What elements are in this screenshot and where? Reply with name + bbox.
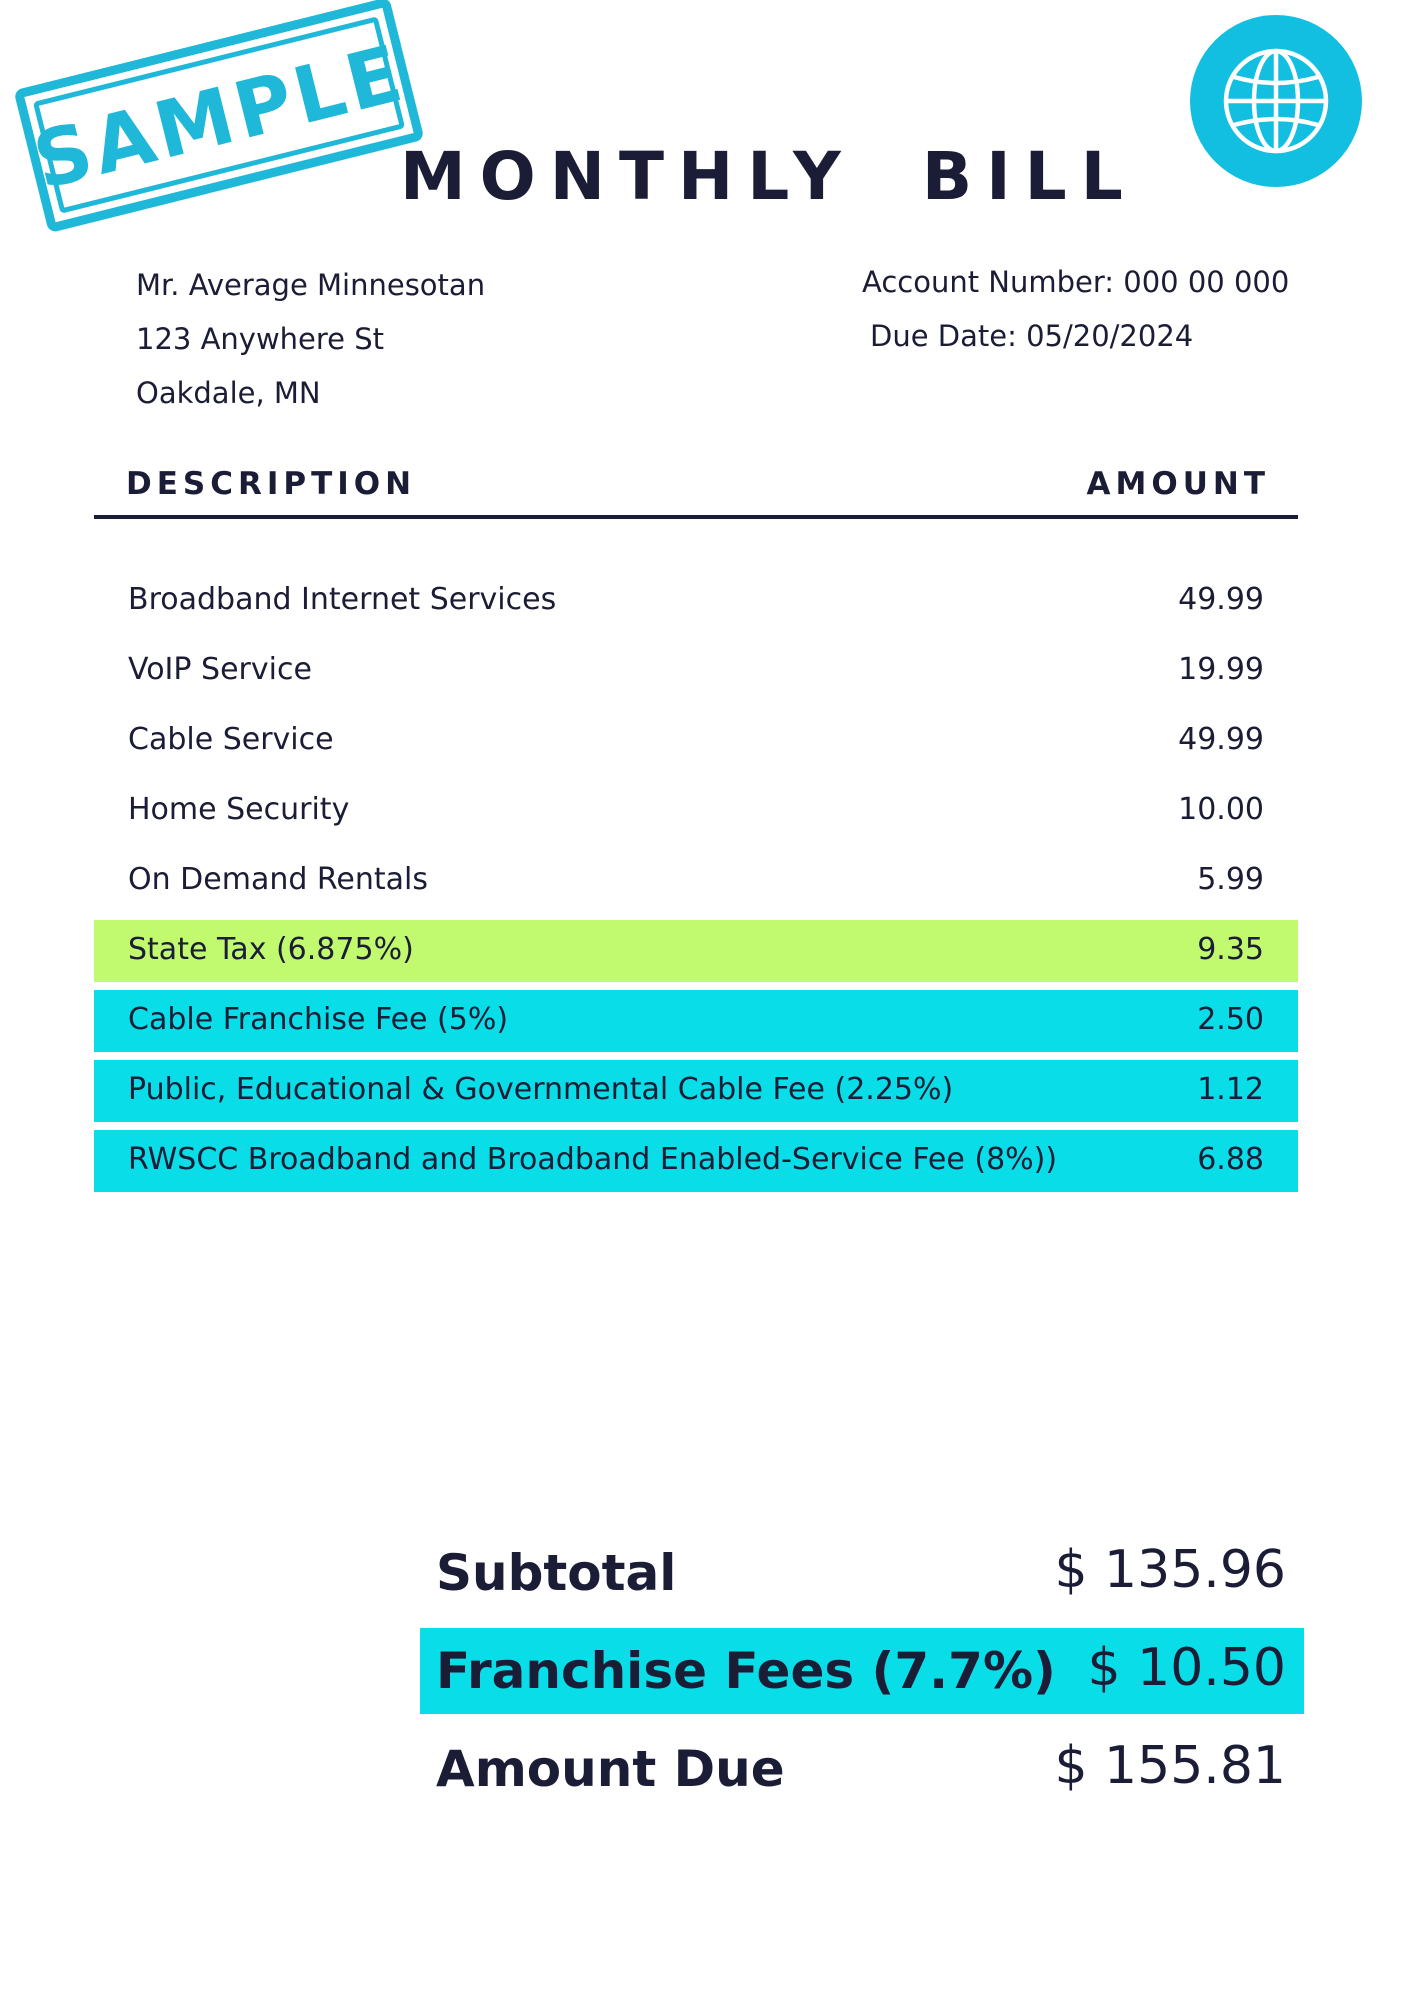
globe-icon (1190, 15, 1362, 187)
line-item-amount: 1.12 (1197, 1072, 1264, 1107)
line-item-rwscc-fee (94, 1130, 1298, 1192)
line-item-description: VoIP Service (128, 652, 312, 687)
amount-header: AMOUNT (1086, 466, 1270, 502)
line-item-on-demand (94, 850, 1298, 912)
account-info (862, 255, 1289, 363)
line-item-amount: 10.00 (1178, 792, 1264, 827)
line-item-broadband (94, 570, 1298, 632)
line-item-description: On Demand Rentals (128, 862, 428, 897)
franchise-fees-label: Franchise Fees (7.7%) (436, 1642, 1056, 1700)
header-divider (94, 515, 1298, 519)
customer-address (136, 258, 485, 420)
stamp-text: SAMPLE (25, 28, 415, 208)
page-title: MONTHLY BILL (400, 138, 1137, 215)
line-item-amount: 19.99 (1178, 652, 1264, 687)
line-item-voip (94, 640, 1298, 702)
sample-stamp (12, 0, 427, 235)
line-item-amount: 5.99 (1197, 862, 1264, 897)
franchise-fees-row (420, 1628, 1304, 1714)
line-item-description: Broadband Internet Services (128, 582, 557, 617)
amount-due-row (420, 1726, 1304, 1812)
line-item-description: State Tax (6.875%) (128, 932, 414, 967)
subtotal-row (420, 1530, 1304, 1616)
line-item-amount: 2.50 (1197, 1002, 1264, 1037)
line-item-amount: 6.88 (1197, 1142, 1264, 1177)
line-item-description: RWSCC Broadband and Broadband Enabled-Service Fee (8%)) (128, 1142, 1058, 1177)
customer-city: Oakdale, MN (136, 376, 321, 410)
amount-due-value: $ 155.81 (1054, 1736, 1286, 1796)
line-item-description: Public, Educational & Governmental Cable Fee (2.25%) (128, 1072, 954, 1107)
customer-street: 123 Anywhere St (136, 322, 385, 356)
franchise-fees-value: $ 10.50 (1087, 1638, 1286, 1698)
subtotal-label: Subtotal (436, 1544, 677, 1602)
subtotal-value: $ 135.96 (1054, 1540, 1286, 1600)
line-items (94, 570, 1298, 1200)
line-item-cable (94, 710, 1298, 772)
line-item-description: Home Security (128, 792, 350, 827)
bill-summary (420, 1530, 1304, 1824)
line-item-amount: 9.35 (1197, 932, 1264, 967)
line-item-amount: 49.99 (1178, 722, 1264, 757)
account-number: Account Number: 000 00 000 (862, 265, 1290, 299)
line-item-peg-fee (94, 1060, 1298, 1122)
amount-due-label: Amount Due (436, 1740, 785, 1798)
line-item-state-tax (94, 920, 1298, 982)
line-item-description: Cable Service (128, 722, 334, 757)
line-item-home-security (94, 780, 1298, 842)
due-date: Due Date: 05/20/2024 (870, 319, 1194, 353)
line-item-description: Cable Franchise Fee (5%) (128, 1002, 509, 1037)
line-item-amount: 49.99 (1178, 582, 1264, 617)
customer-name: Mr. Average Minnesotan (136, 268, 486, 302)
line-item-cable-franchise-fee (94, 990, 1298, 1052)
description-header: DESCRIPTION (126, 466, 417, 502)
